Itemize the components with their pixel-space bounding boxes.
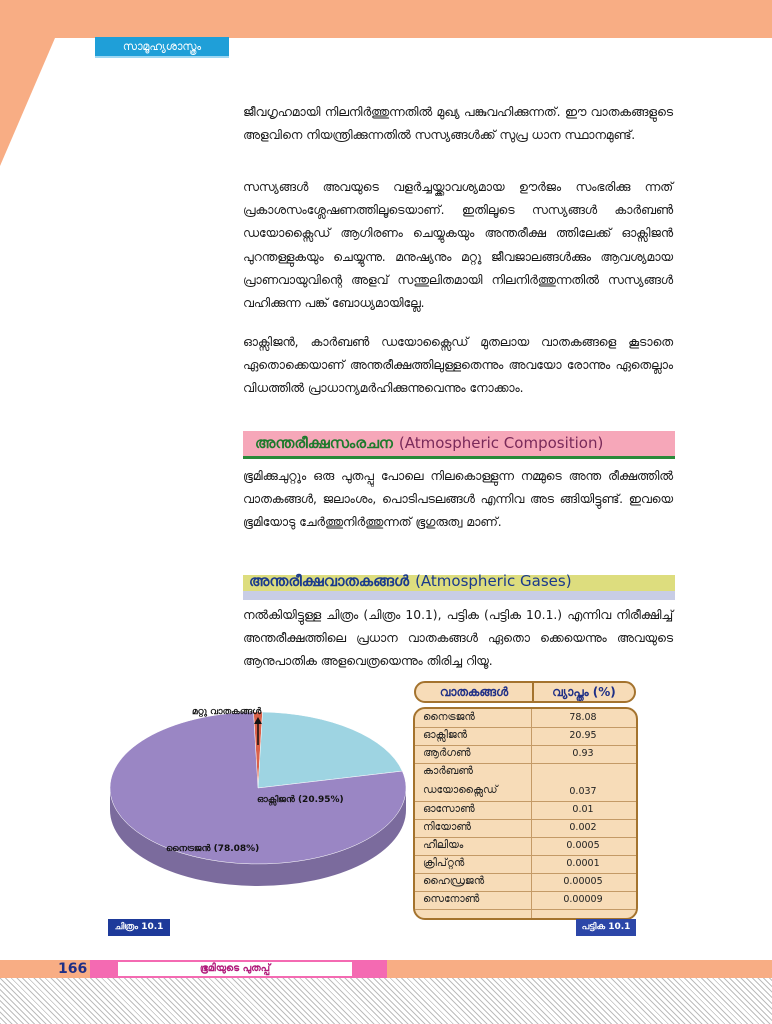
paragraph-3: ഓക്സിജൻ, കാർബൺ ഡയോക്സൈഡ് മുതലായ വാതകങ്ങളെ കൂടാതെ ഏതൊക്കെയാണ് അന്തരീക്ഷത്തിലുള്ളതെന്നും അവയോ രോന്നും ഏതെല്ലാം വിധത്തിൽ പ്രാധാന്യമർഹിക്കുന്നുവെന്നും നോക്കാം. xyxy=(243,335,673,396)
gas-name: ആർഗൺ xyxy=(423,747,471,759)
section-label: സാമൂഹ്യശാസ്ത്രം xyxy=(95,37,229,58)
table-row xyxy=(415,855,636,874)
paragraph-composition: ഭൂമിക്കുചുറ്റും ഒരു പുതപ്പു പോലെ നിലകൊള്ളുന്ന നമ്മുടെ അന്ത രീക്ഷത്തിൽ വാതകങ്ങൾ, ജലാംശം, പൊടിപടലങ്ങൾ എന്നിവ അട ങ്ങിയിട്ടുണ്ട്. ഇവയെ ഭൂമിയോടു ചേർത്തുനിർത്തുന്നത് ഭൂഗുരുത്വ മാണ്. xyxy=(243,469,673,530)
table-row xyxy=(415,763,636,802)
label-oxygen: ഓക്സിജൻ (20.95%) xyxy=(257,795,344,805)
table-row xyxy=(415,873,636,892)
table-row xyxy=(415,891,636,910)
gas-name: ക്രിപ്റ്റൻ xyxy=(423,857,465,869)
header-volume: വ്യാപ്തം (%) xyxy=(552,685,616,699)
table-row xyxy=(415,727,636,746)
heading-ml: അന്തരീക്ഷവാതകങ്ങൾ xyxy=(249,572,410,590)
top-decor-band xyxy=(0,0,772,38)
paragraph-1: ജീവഗൃഹമായി നിലനിർത്തുന്നതിൽ മുഖ്യ പങ്കുവഹിക്കുന്നത്. ഈ വാതകങ്ങളുടെ അളവിനെ നിയന്ത്രിക്കുന്നതിൽ സസ്യങ്ങൾക്ക് സുപ്ര ധാന സ്ഥാനമുണ്ട്. xyxy=(243,105,673,143)
gas-volume: 0.00009 xyxy=(563,894,603,905)
gas-volume: 0.002 xyxy=(569,822,597,833)
gas-volume: 0.0001 xyxy=(566,858,600,869)
table-header xyxy=(414,681,636,703)
gas-name: ഹൈഡ്രജൻ xyxy=(423,875,485,887)
gas-volume: 0.0005 xyxy=(566,840,600,851)
gas-name: ഓസോൺ xyxy=(423,803,475,815)
gas-volume: 0.037 xyxy=(569,786,597,797)
hatch-decor xyxy=(0,978,772,1024)
gas-volume: 0.00005 xyxy=(563,876,603,887)
footer-accent xyxy=(355,960,387,978)
table-row xyxy=(415,745,636,764)
gas-volume: 0.01 xyxy=(572,804,594,815)
gas-name: ഓക്സിജൻ xyxy=(423,729,468,741)
table-row xyxy=(415,709,636,728)
heading-underline xyxy=(243,591,675,600)
heading-en: (Atmospheric Composition) xyxy=(398,434,604,452)
gas-volume: 78.08 xyxy=(569,712,597,723)
gas-name: സെനോൺ xyxy=(423,893,480,905)
gas-table xyxy=(413,707,638,920)
page-number: 166 xyxy=(58,961,88,977)
heading-ml: അന്തരീക്ഷസംരചന xyxy=(255,434,393,452)
label-nitrogen: നൈട്രജൻ (78.08%) xyxy=(166,844,260,854)
heading-atmospheric-composition xyxy=(243,431,675,459)
gas-volume: 0.93 xyxy=(572,748,594,759)
arrow-icon xyxy=(250,717,266,747)
heading-atmospheric-gases xyxy=(243,572,675,591)
book-title: ഭൂമിയുടെ പുതപ്പ് xyxy=(118,962,352,976)
gas-volume: 20.95 xyxy=(569,730,597,741)
corner-decor xyxy=(0,38,55,166)
gas-name: ഹീലിയം xyxy=(423,839,464,851)
paragraph-2: സസ്യങ്ങൾ അവയുടെ വളർച്ചയ്ക്കാവശ്യമായ ഊർജം സംഭരിക്കു ന്നത് പ്രകാശസംശ്ലേഷണത്തിലൂടെയാണ്. ഇതിലൂടെ സസ്യങ്ങൾ കാർബൺ ഡയോക്സൈഡ് ആഗിരണം ചെയ്യുകയും അന്തരീക്ഷ ത്തിലേക്ക് ഓക്സിജൻ പുറന്തള്ളുകയും ചെയ്യുന്നു. മനുഷ്യനും മറ്റു ജീവജാലങ്ങൾക്കും ആവശ്യമായ പ്രാണവായുവിന്റെ അളവ് സന്തുലിതമായി നിലനിർത്തുന്നതിൽ സസ്യങ്ങൾ വഹിക്കുന്ന പങ്ക് ബോധ്യമായില്ലേ. xyxy=(243,180,673,311)
gas-name: കാർബൺ xyxy=(423,765,474,777)
gas-name: നിയോൺ xyxy=(423,821,471,833)
label-other-gases: മറ്റു വാതകങ്ങൾ xyxy=(192,707,262,717)
table-row xyxy=(415,819,636,838)
table-row xyxy=(415,837,636,856)
header-gases: വാതകങ്ങൾ xyxy=(439,685,509,699)
paragraph-gases: നൽകിയിട്ടുള്ള ചിത്രം (ചിത്രം 10.1), പട്ടിക (പട്ടിക 10.1.) എന്നിവ നിരീക്ഷിച്ച് അന്തരീക്ഷത്തിലെ പ്രധാന വാതകങ്ങൾ ഏതൊ ക്കെയെന്നും അവയുടെ ആനുപാതിക അളവെത്രയെന്നും തിരിച്ച റിയൂ. xyxy=(243,608,673,669)
gas-name-line2: ഡയോക്സൈഡ് xyxy=(423,784,498,796)
figure-caption: ചിത്രം 10.1 xyxy=(108,919,170,936)
heading-en: (Atmospheric Gases) xyxy=(415,572,572,590)
gas-name: നൈട്രജൻ xyxy=(423,711,475,723)
table-caption: പട്ടിക 10.1 xyxy=(576,919,636,936)
table-row xyxy=(415,801,636,820)
